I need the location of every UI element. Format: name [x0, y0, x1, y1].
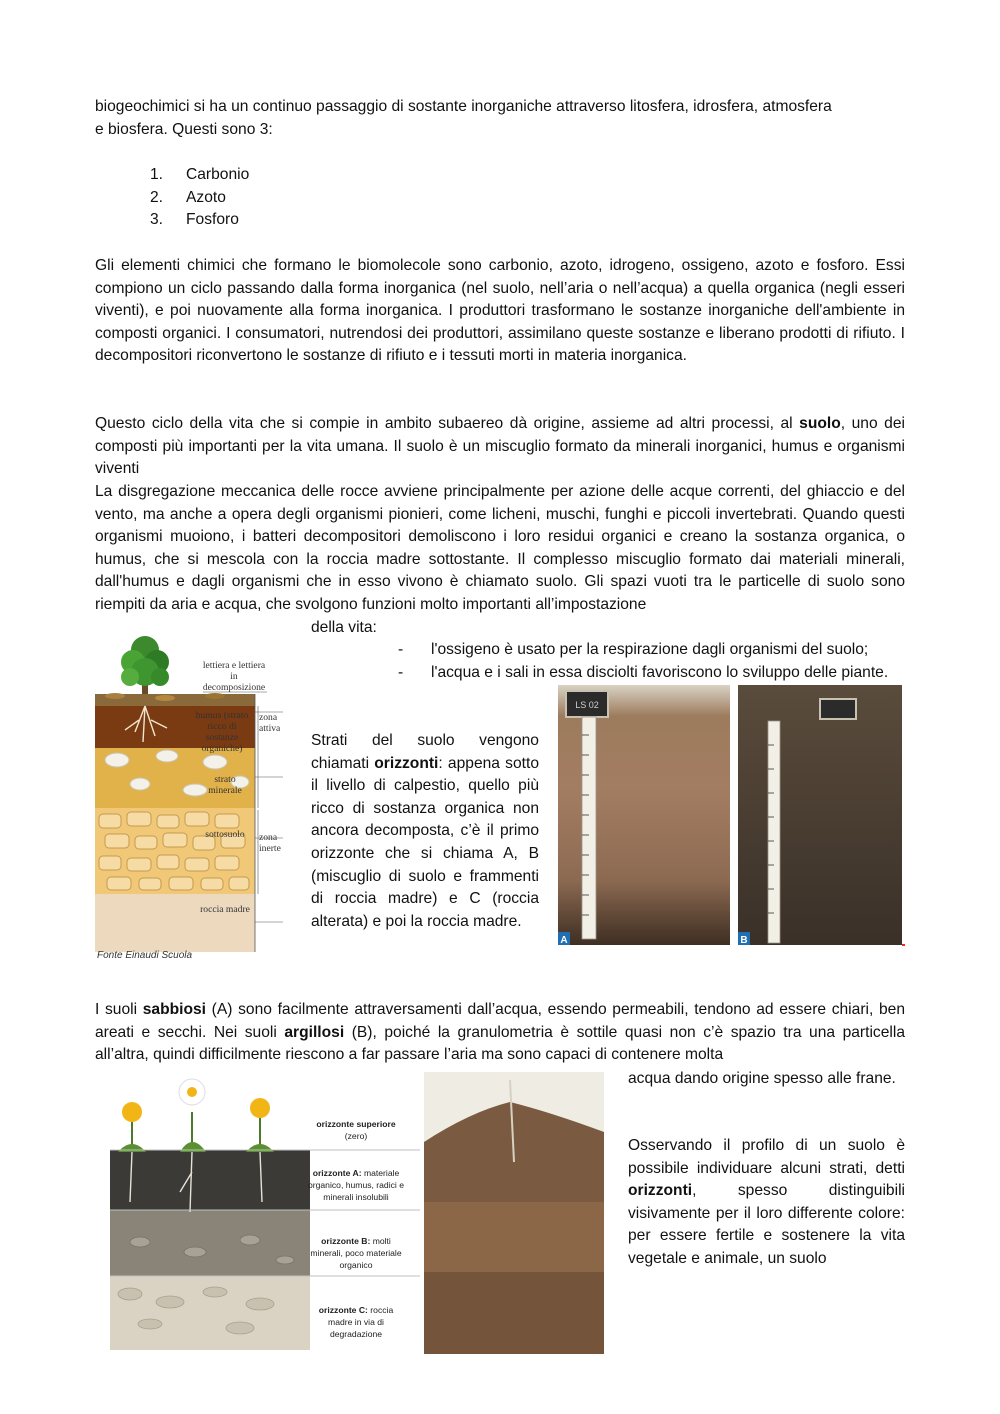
bullet-water-text: l'acqua e i sali in essa disciolti favoriscono lo sviluppo delle piante.: [431, 664, 889, 681]
text-run: acqua dando origine spesso alle frane.: [628, 1070, 896, 1087]
text-run: I suoli: [95, 1001, 143, 1018]
text-run: (A) sono facilmente attraversamenti dall’acqua, essendo permeabili, tendono ad essere chiari, ben areati e secchi. Nei suoli: [95, 1001, 905, 1041]
text-run: , uno dei composti più importanti per la vita umana. Il suolo è un miscuglio formato da minerali inorganici, humus e organismi viventi: [95, 415, 905, 478]
horizon-b-title: orizzonte B:: [321, 1236, 371, 1246]
text-run: : appena sotto il livello di calpestio, quello più ricco di sostanza organica non ancora decomposta, c’è il primo orizzonte che si chiama A, B (miscuglio di suolo e frammenti di roccia madre) e C (roccia alterata) e poi la roccia madre.: [311, 754, 539, 930]
text-run: Strati del suolo vengono chiamati: [311, 732, 539, 772]
list-number: 2.: [150, 188, 164, 206]
bullet-dash: -: [398, 664, 404, 681]
keyword-argillosi: argillosi: [284, 1023, 345, 1041]
label-humus: humus (strato ricco di sostanze organiche): [195, 710, 249, 754]
horizon-b-desc: molti minerali, poco materiale organico: [310, 1236, 402, 1270]
list-number: 1.: [150, 166, 164, 183]
label-sottosuolo: sottosuolo: [205, 829, 245, 840]
text-run: Osservando il profilo di un suolo è possibile individuare alcuni strati, detti: [628, 1137, 905, 1177]
list-item: [150, 187, 249, 210]
horizon-c-desc: roccia madre in via di degradazione: [328, 1305, 394, 1339]
horizon-c: [306, 1304, 406, 1340]
soil-profiles-photo: [556, 685, 906, 947]
soil-photos: [556, 685, 906, 947]
sign-a-text: LS 02: [575, 700, 599, 710]
paragraph-biomolecules: Gli elementi chimici che formano le biomolecole sono carbonio, azoto, idrogeno, ossigeno, azoto e fosforo. Essi compiono un ciclo passando dalla forma inorganica (nel suolo, nell’aria o nell’acqua) a quella organica (negli esseri viventi), e poi nuovamente alla forma inorganica. I produttori trasformano le sostanze inorganiche dell'ambiente in composti organici. I consumatori, nutrendosi dei produttori, assimilano queste sostanze e liberano prodotti di rifiuto. I decompositori riconvertono le sostanze di rifiuto e i tessuti morti in materia inorganica.: [95, 257, 905, 365]
photo-label-a: A: [560, 935, 568, 946]
keyword-sabbiosi: sabbiosi: [142, 1001, 206, 1018]
horizon-superiore: [306, 1118, 406, 1142]
label-strato-minerale: strato minerale: [208, 774, 242, 796]
bullet-dash: -: [398, 641, 404, 658]
horizon-a-title: orizzonte A:: [312, 1168, 362, 1178]
horizon-b: [306, 1235, 406, 1271]
keyword-suolo: suolo: [799, 415, 841, 432]
bullet-water: [431, 662, 905, 685]
horizon-a: [306, 1167, 406, 1203]
list-number: 3.: [150, 211, 164, 229]
label-zona-inerte: zona inerte: [259, 832, 281, 854]
paragraph-rock-disintegration: La disgregazione meccanica delle rocce avviene principalmente per azione delle acque correnti, del ghiaccio e del vento, ma anche a opera degli organismi pionieri, come licheni, muschi, funghi e piccoli invertebrati. Quando questi organismi muoiono, i batteri decompositori demoliscono i loro residui organici e creano la sostanza organica, o humus, che si mescola con la roccia madre sottostante. Il complesso miscuglio formato dai materiali minerali, dall'humus e dagli organismi che in esso vivono è chiamato suolo. Gli spazi vuoti tra le particelle di suolo sono riempiti da aria e acqua, che svolgono funzioni molto importanti all’impostazione: [95, 483, 905, 613]
list-label: Azoto: [186, 188, 226, 206]
photo-label-b: B: [740, 935, 748, 946]
paragraph-intro-line1: biogeochimici si ha un continuo passaggio di sostante inorganiche attraverso litosfera, idrosfera, atmosfera: [95, 98, 832, 115]
soil-horizons-figure: [110, 1072, 605, 1354]
paragraph-soil-types-end: [628, 1068, 905, 1091]
cycles-list: [150, 164, 249, 232]
label-lettiera: lettiera e lettiera in decomposizione: [202, 660, 266, 693]
label-zona-attiva: zona attiva: [259, 712, 281, 734]
keyword-orizzonti: orizzonti: [374, 754, 439, 772]
soil-layers-diagram: [95, 632, 295, 962]
list-item: [150, 164, 249, 187]
text-run: (B), poiché la granulometria è sottile quasi non c’è spazio tra una particella all’altra, quindi difficilmente riescono a far passare l’aria ma sono capaci di contenere molta: [95, 1023, 905, 1064]
paragraph-profile: [628, 1135, 905, 1271]
paragraph-intro-line2: e biosfera. Questi sono 3:: [95, 121, 273, 138]
bullet-oxygen: l'ossigeno è usato per la respirazione dagli organismi del suolo;: [431, 641, 869, 658]
paragraph-rock-end: della vita:: [311, 619, 377, 636]
text-run: Questo ciclo della vita che si compie in ambito subaereo dà origine, assieme ad altri processi, al: [95, 415, 800, 432]
horizon-superiore-title: orizzonte superiore: [316, 1119, 396, 1129]
text-run: , spesso distinguibili visivamente per il loro differente colore: per essere fertile e sostenere la vita vegetale e animale, un suolo: [628, 1182, 905, 1267]
list-item: [150, 209, 249, 232]
horizon-superiore-desc: (zero): [344, 1131, 368, 1141]
paragraph-soil-intro: [95, 413, 905, 481]
figure-source-caption: Fonte Einaudi Scuola: [97, 950, 193, 961]
keyword-orizzonti: orizzonti: [628, 1182, 693, 1200]
horizon-c-title: orizzonte C:: [318, 1305, 368, 1315]
paragraph-horizons: [311, 730, 539, 933]
list-label: Fosforo: [186, 211, 239, 229]
horizon-a-desc: materiale organico, humus, radici e minerali insolubili: [307, 1168, 404, 1202]
label-roccia-madre: roccia madre: [200, 904, 250, 915]
list-label: Carbonio: [186, 166, 250, 183]
paragraph-soil-types: [95, 999, 905, 1067]
